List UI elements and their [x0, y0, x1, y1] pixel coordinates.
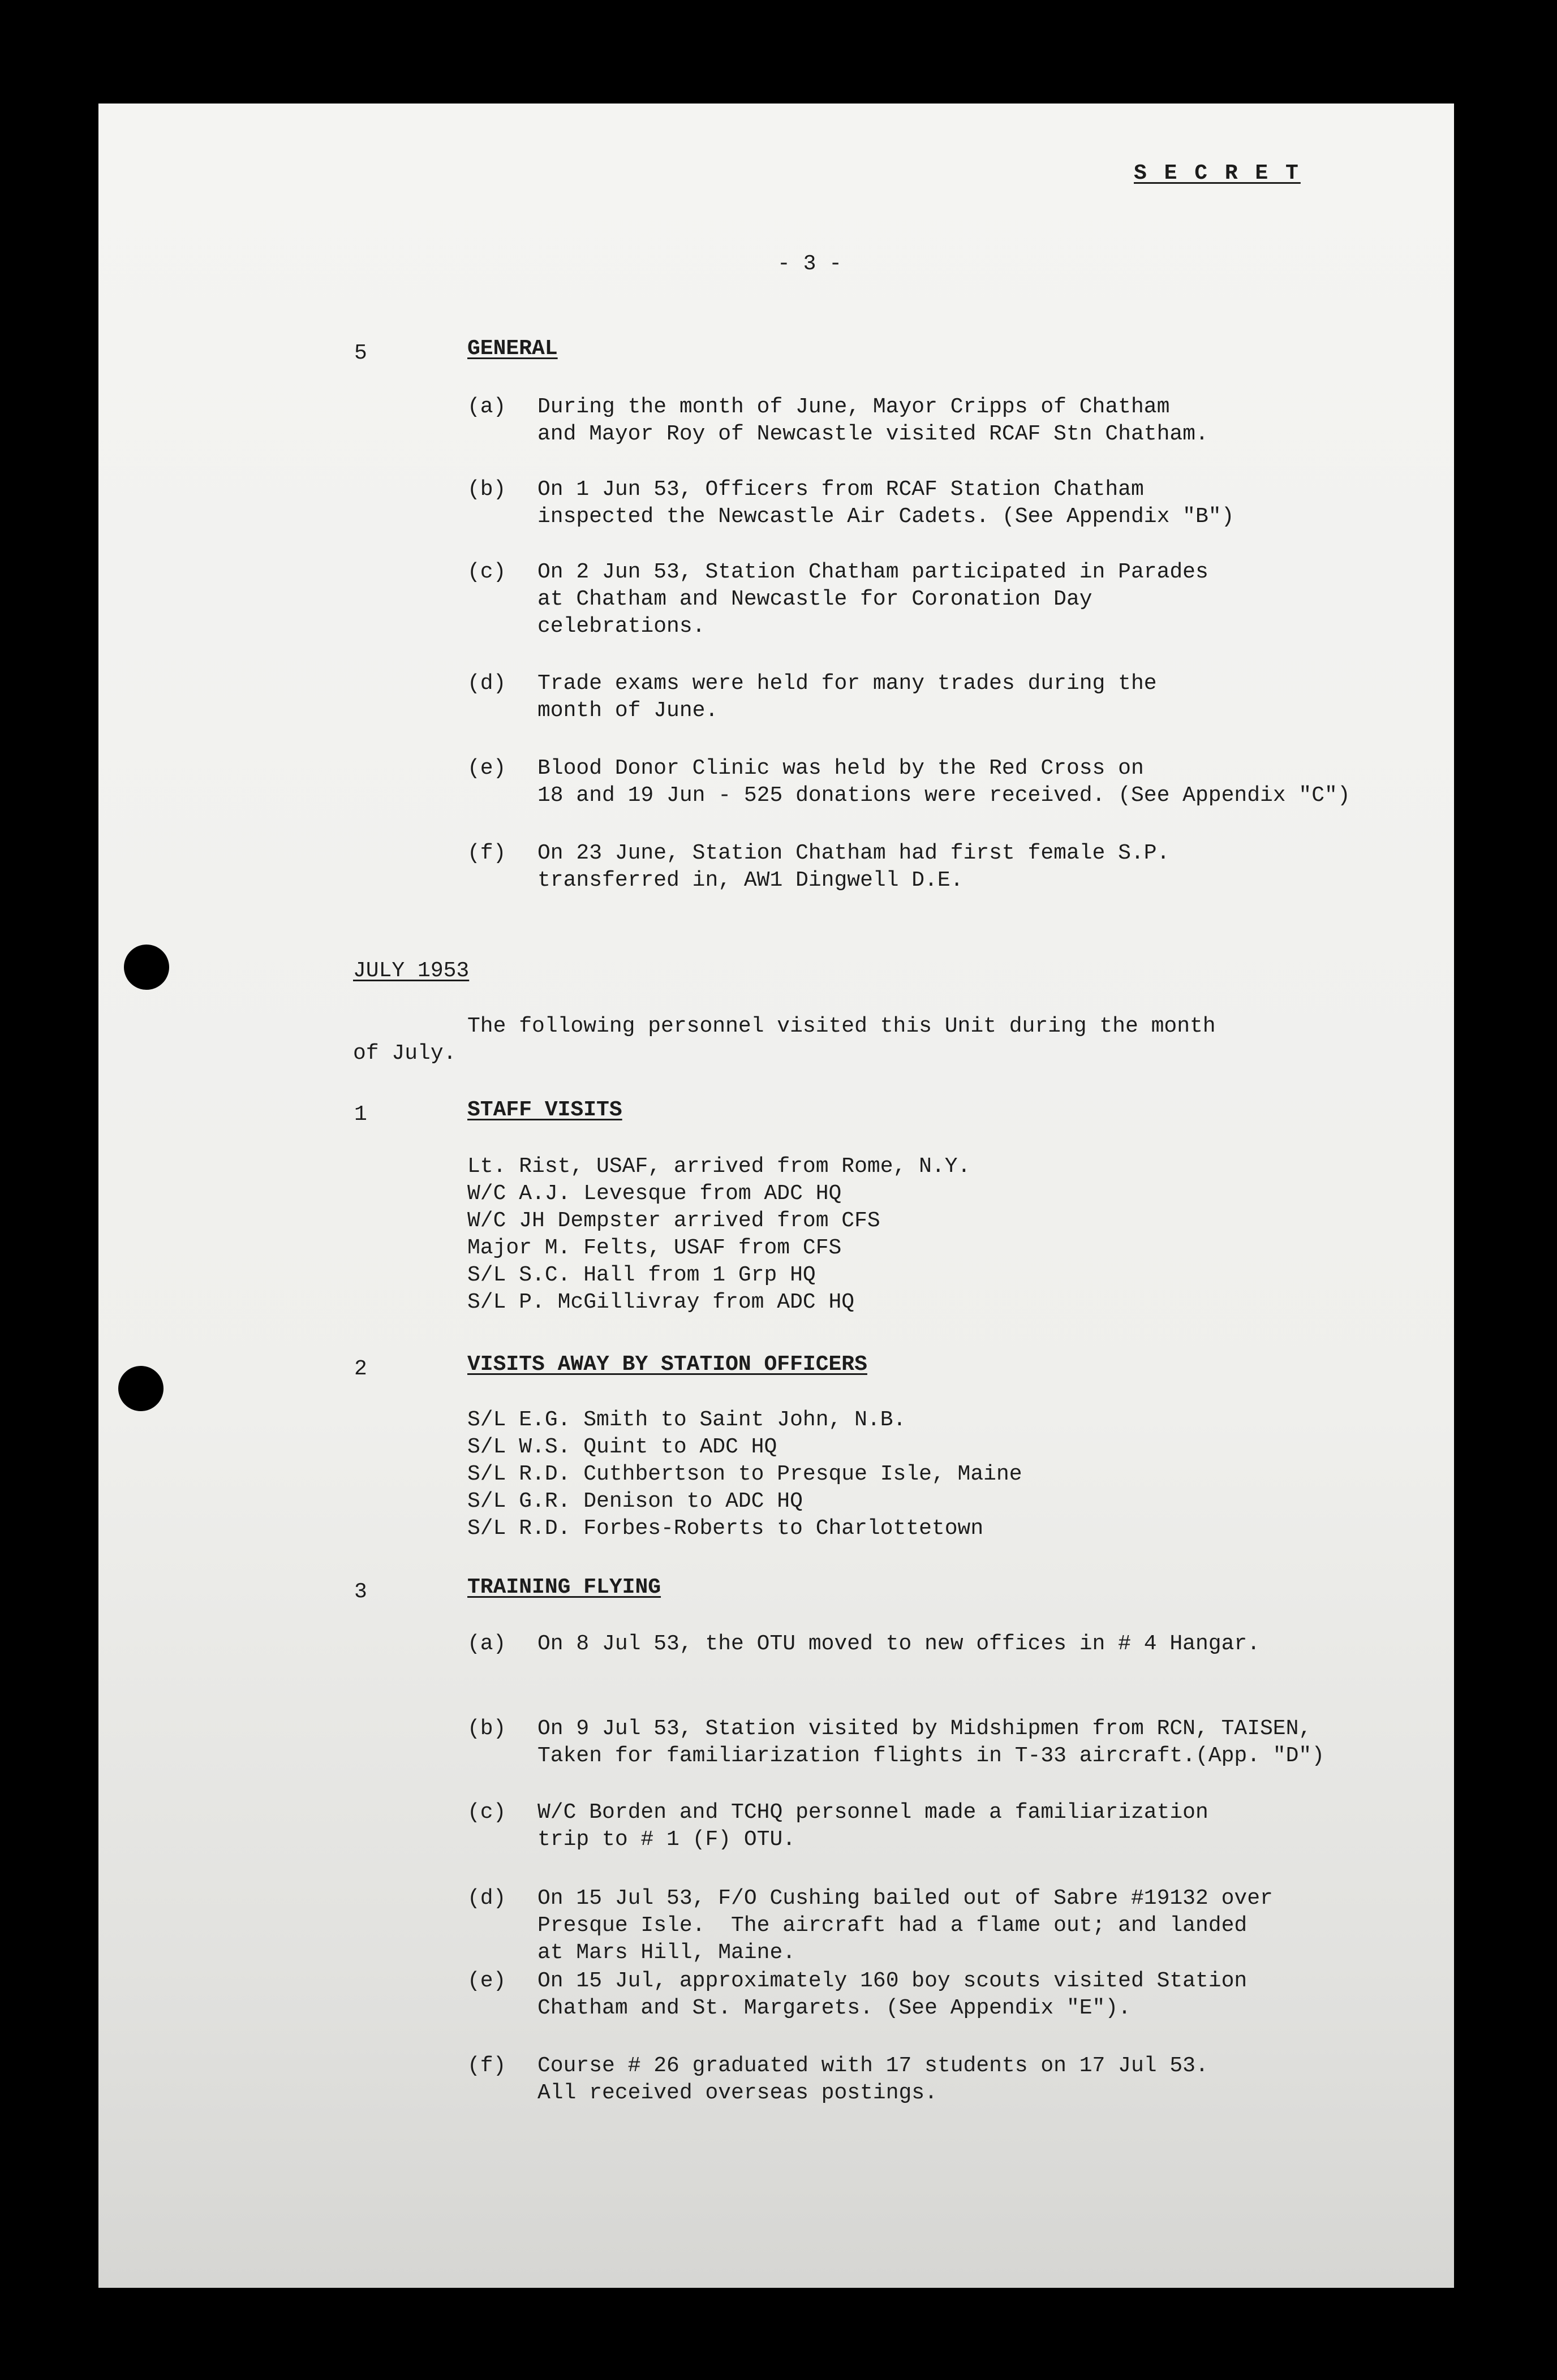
- item-label: (e): [467, 1969, 506, 1993]
- item-line: On 8 Jul 53, the OTU moved to new offices in # 4 Hangar.: [537, 1632, 1261, 1656]
- visit-line: W/C JH Dempster arrived from CFS: [467, 1209, 880, 1233]
- section-heading: STAFF VISITS: [467, 1098, 622, 1122]
- item-label: (b): [467, 477, 506, 502]
- visit-line: S/L P. McGillivray from ADC HQ: [467, 1290, 855, 1314]
- item-line: Presque Isle. The aircraft had a flame out; and landed: [537, 1913, 1248, 1938]
- item-label: (e): [467, 756, 506, 781]
- section-number: 1: [354, 1102, 367, 1127]
- item-line: On 15 Jul, approximately 160 boy scouts visited Station: [537, 1969, 1248, 1993]
- classification-marking: S E C R E T: [1134, 161, 1301, 186]
- item-label: (d): [467, 1886, 506, 1911]
- item-label: (d): [467, 671, 506, 696]
- item-line: Trade exams were held for many trades during the: [537, 671, 1157, 696]
- item-line: at Chatham and Newcastle for Coronation Day: [537, 587, 1093, 611]
- item-line: at Mars Hill, Maine.: [537, 1941, 796, 1965]
- visit-line: S/L R.D. Forbes-Roberts to Charlottetown: [467, 1516, 984, 1541]
- visit-line: S/L E.G. Smith to Saint John, N.B.: [467, 1408, 906, 1432]
- item-line: and Mayor Roy of Newcastle visited RCAF Stn Chatham.: [537, 422, 1208, 446]
- item-line: Blood Donor Clinic was held by the Red Cross on: [537, 756, 1144, 781]
- item-line: Course # 26 graduated with 17 students on 17 Jul 53.: [537, 2054, 1208, 2078]
- visit-line: S/L W.S. Quint to ADC HQ: [467, 1435, 777, 1459]
- item-label: (a): [467, 1632, 506, 1656]
- item-label: (a): [467, 395, 506, 419]
- item-line: trip to # 1 (F) OTU.: [537, 1827, 796, 1852]
- item-line: inspected the Newcastle Air Cadets. (See Appendix "B"): [537, 505, 1235, 529]
- document-page: [98, 104, 1454, 2288]
- item-line: Taken for familiarization flights in T-33 aircraft.(App. "D"): [537, 1744, 1325, 1768]
- intro-line: The following personnel visited this Unit during the month: [467, 1014, 1216, 1038]
- page-number: - 3 -: [777, 252, 842, 276]
- section-heading: TRAINING FLYING: [467, 1575, 661, 1599]
- item-line: 18 and 19 Jun - 525 donations were received. (See Appendix "C"): [537, 783, 1350, 808]
- item-line: All received overseas postings.: [537, 2081, 937, 2105]
- item-line: transferred in, AW1 Dingwell D.E.: [537, 868, 964, 892]
- visit-line: S/L S.C. Hall from 1 Grp HQ: [467, 1263, 816, 1287]
- intro-line: of July.: [353, 1041, 457, 1066]
- item-line: month of June.: [537, 699, 719, 723]
- section-heading: VISITS AWAY BY STATION OFFICERS: [467, 1352, 867, 1377]
- item-label: (c): [467, 1800, 506, 1825]
- item-line: On 1 Jun 53, Officers from RCAF Station Chatham: [537, 477, 1144, 502]
- item-line: On 15 Jul 53, F/O Cushing bailed out of Sabre #19132 over: [537, 1886, 1273, 1911]
- item-label: (c): [467, 560, 506, 584]
- item-label: (b): [467, 1717, 506, 1741]
- section-number: 2: [354, 1357, 367, 1381]
- item-line: W/C Borden and TCHQ personnel made a familiarization: [537, 1800, 1208, 1825]
- item-line: celebrations.: [537, 614, 706, 639]
- punch-hole-top: [124, 945, 169, 990]
- visit-line: S/L G.R. Denison to ADC HQ: [467, 1489, 803, 1514]
- section-heading: GENERAL: [467, 337, 558, 361]
- item-line: During the month of June, Mayor Cripps of Chatham: [537, 395, 1170, 419]
- visit-line: S/L R.D. Cuthbertson to Presque Isle, Maine: [467, 1462, 1022, 1486]
- punch-hole-bottom: [118, 1366, 164, 1411]
- item-line: On 23 June, Station Chatham had first female S.P.: [537, 841, 1170, 865]
- item-line: On 2 Jun 53, Station Chatham participated in Parades: [537, 560, 1208, 584]
- item-label: (f): [467, 841, 506, 865]
- visit-line: Lt. Rist, USAF, arrived from Rome, N.Y.: [467, 1154, 971, 1179]
- item-line: Chatham and St. Margarets. (See Appendix "E").: [537, 1996, 1131, 2020]
- visit-line: Major M. Felts, USAF from CFS: [467, 1236, 842, 1260]
- visit-line: W/C A.J. Levesque from ADC HQ: [467, 1182, 842, 1206]
- month-heading: JULY 1953: [353, 959, 470, 983]
- item-line: On 9 Jul 53, Station visited by Midshipmen from RCN, TAISEN,: [537, 1717, 1312, 1741]
- item-label: (f): [467, 2054, 506, 2078]
- section-number: 3: [354, 1580, 367, 1604]
- section-number: 5: [354, 341, 367, 365]
